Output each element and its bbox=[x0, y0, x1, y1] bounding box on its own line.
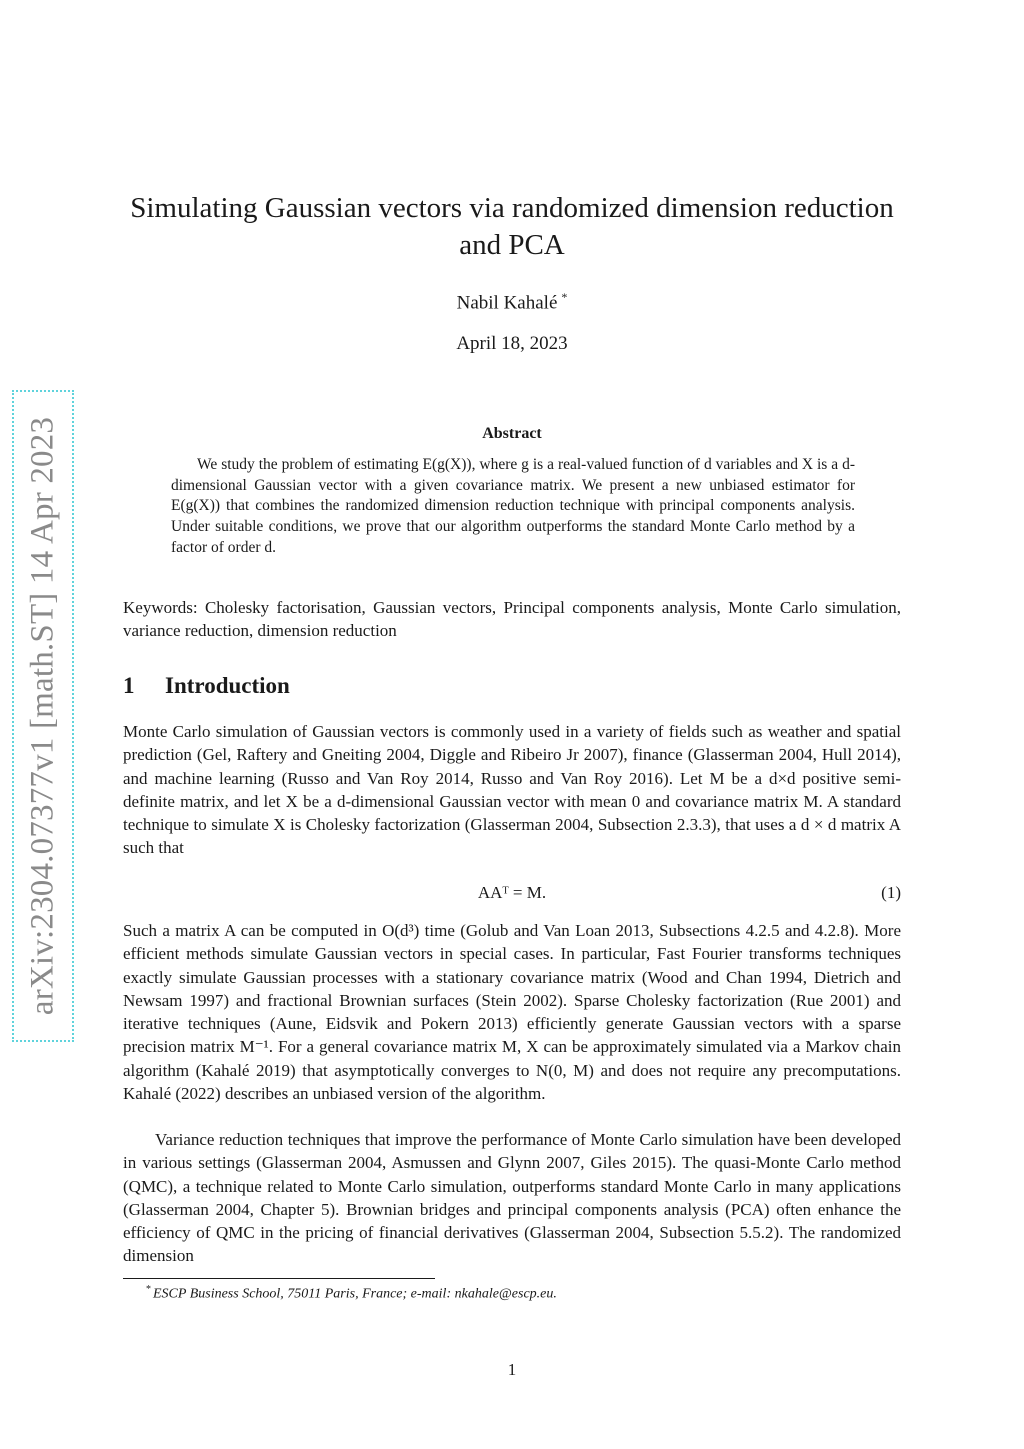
arxiv-identifier-text: arXiv:2304.07377v1 [math.ST] 14 Apr 2023 bbox=[24, 416, 61, 1016]
section-title: Introduction bbox=[165, 673, 290, 698]
intro-paragraph-1: Monte Carlo simulation of Gaussian vectors is commonly used in a variety of fields such as weather and spatial prediction (Gel, Raftery and Gneiting 2004, Diggle and Ribeiro Jr 2007), finance (Glasserman 2004, Hull 2014), and machine learning (Russo and Van Roy 2014, Russo and Van Roy 2016). Let M be a d×d positive semi-definite matrix, and let X be a d-dimensional Gaussian vector with mean 0 and covariance matrix M. A standard technique to simulate X is Cholesky factorization (Glasserman 2004, Subsection 2.3.3), that uses a d × d matrix A such that bbox=[123, 722, 901, 858]
equation-body: AAᵀ = M. bbox=[477, 883, 547, 902]
author-line bbox=[0, 290, 1024, 314]
author-name: Nabil Kahalé bbox=[456, 292, 558, 314]
paper-title: Simulating Gaussian vectors via randomized dimension reduction and PCA bbox=[130, 192, 894, 261]
page-number: 1 bbox=[507, 1360, 517, 1379]
footnote-divider bbox=[123, 1278, 435, 1279]
footnote bbox=[146, 1284, 557, 1303]
footnote-mark: * bbox=[146, 1284, 151, 1295]
section-number: 1 bbox=[123, 673, 135, 698]
abstract-heading: Abstract bbox=[482, 425, 542, 442]
keywords: Keywords: Cholesky factorisation, Gaussian vectors, Principal components analysis, Monte Carlo simulation, variance reduction, dimension reduction bbox=[123, 598, 901, 641]
abstract-body: We study the problem of estimating E(g(X)), where g is a real-valued function of d variables and X is a d-dimensional Gaussian vector with a given covariance matrix. We present a new unbiased estimator for E(g(X)) that combines the randomized dimension reduction technique with principal components analysis. Under suitable conditions, we prove that our algorithm outperforms the standard Monte Carlo method by a factor of order d. bbox=[171, 456, 855, 556]
footnote-text[interactable]: ESCP Business School, 75011 Paris, France; e-mail: nkahale@escp.eu. bbox=[153, 1286, 557, 1302]
author-footnote-mark[interactable]: * bbox=[561, 290, 568, 304]
arxiv-identifier-stamp[interactable] bbox=[12, 390, 74, 1042]
intro-paragraph-2: Such a matrix A can be computed in O(d³) time (Golub and Van Loan 2013, Subsections 4.2.5 and 4.2.8). More efficient methods simulate Gaussian vectors in special cases. In particular, Fast Fourier transforms techniques exactly simulate Gaussian processes with a stationary covariance matrix (Wood and Chan 1994, Dietrich and Newsam 1997) and fractional Brownian surfaces (Stein 2002). Sparse Cholesky factorization (Rue 2001) and iterative techniques (Aune, Eidsvik and Pokern 2013) efficiently generate Gaussian vectors with a sparse precision matrix M⁻¹. For a general covariance matrix M, X can be approximately simulated via a Markov chain algorithm (Kahalé 2019) that asymptotically converges to N(0, M) and does not require any precomputations. Kahalé (2022) describes an unbiased version of the algorithm. bbox=[123, 921, 901, 1103]
equation-1 bbox=[123, 883, 901, 907]
section-heading-introduction bbox=[123, 673, 290, 699]
equation-number: (1) bbox=[881, 883, 901, 902]
publication-date: April 18, 2023 bbox=[456, 333, 568, 354]
intro-paragraph-3: Variance reduction techniques that improve the performance of Monte Carlo simulation have been developed in various settings (Glasserman 2004, Asmussen and Glynn 2007, Giles 2015). The quasi-Monte Carlo method (QMC), a technique related to Monte Carlo simulation, outperforms standard Monte Carlo in many applications (Glasserman 2004, Chapter 5). Brownian bridges and principal components analysis (PCA) often enhance the efficiency of QMC in the pricing of financial derivatives (Glasserman 2004, Subsection 5.5.2). The randomized dimension bbox=[123, 1130, 901, 1266]
